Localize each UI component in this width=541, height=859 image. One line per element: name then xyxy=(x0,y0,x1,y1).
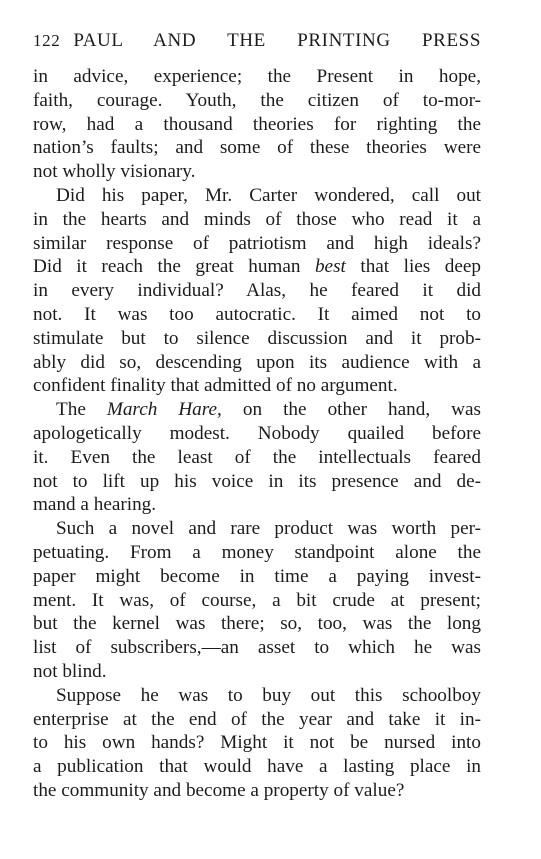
page-number: 122 xyxy=(33,31,61,50)
text-line: to his own hands? Might it not be nursed into xyxy=(33,732,481,754)
paragraph xyxy=(33,517,481,684)
text-line: Did it reach the great human best that lies deep xyxy=(33,256,481,278)
paragraph xyxy=(33,65,481,184)
book-page xyxy=(33,30,481,803)
text-line: in the hearts and minds of those who read it a xyxy=(33,208,481,230)
text-line: apologetically modest. Nobody quailed before xyxy=(33,422,481,444)
text-line: paper might become in time a paying invest- xyxy=(33,565,481,587)
text-line: not wholly visionary. xyxy=(33,161,196,183)
paragraph xyxy=(33,398,481,517)
text-line: in every individual? Alas, he feared it did xyxy=(33,280,481,302)
text-line: not to lift up his voice in its presence and de- xyxy=(33,470,481,492)
text-line: Did his paper, Mr. Carter wondered, call out xyxy=(56,184,481,206)
text-line: similar response of patriotism and high ideals? xyxy=(33,232,481,254)
text-line: ment. It was, of course, a bit crude at present; xyxy=(33,589,481,611)
body-text xyxy=(33,65,481,803)
text-line: faith, courage. Youth, the citizen of to-mor- xyxy=(33,89,481,111)
text-line: The March Hare, on the other hand, was xyxy=(56,399,481,421)
text-line: stimulate but to silence discussion and it prob- xyxy=(33,327,481,349)
text-line: row, had a thousand theories for righting the xyxy=(33,113,481,135)
italic-phrase: best xyxy=(314,256,346,278)
text-line: confident finality that admitted of no argument. xyxy=(33,375,398,397)
text-line: but the kernel was there; so, too, was the long xyxy=(33,613,481,635)
text-line: Suppose he was to buy out this schoolboy xyxy=(56,684,481,706)
text-line: a publication that would have a lasting place in xyxy=(33,756,481,778)
text-line: not blind. xyxy=(33,660,107,682)
text-line: in advice, experience; the Present in hope, xyxy=(33,66,481,87)
text-line: enterprise at the end of the year and take it in- xyxy=(33,708,481,730)
running-title: PAUL AND THE PRINTING PRESS xyxy=(73,30,481,51)
text-line: Such a novel and rare product was worth per- xyxy=(56,518,481,540)
text-line: mand a hearing. xyxy=(33,494,157,516)
paragraph xyxy=(33,684,481,803)
text-line: petuating. From a money standpoint alone the xyxy=(33,541,481,563)
italic-phrase: March Hare, xyxy=(106,399,222,421)
text-line: list of subscribers,—an asset to which he was xyxy=(33,637,481,659)
text-line: nation’s faults; and some of these theories were xyxy=(33,137,481,159)
paragraph xyxy=(33,184,481,398)
text-line: ably did so, descending upon its audience with a xyxy=(33,351,481,373)
text-line: the community and become a property of value? xyxy=(33,779,405,801)
running-head xyxy=(33,30,481,60)
text-line: not. It was too autocratic. It aimed not to xyxy=(33,303,481,325)
text-line: it. Even the least of the intellectuals feared xyxy=(33,446,481,468)
